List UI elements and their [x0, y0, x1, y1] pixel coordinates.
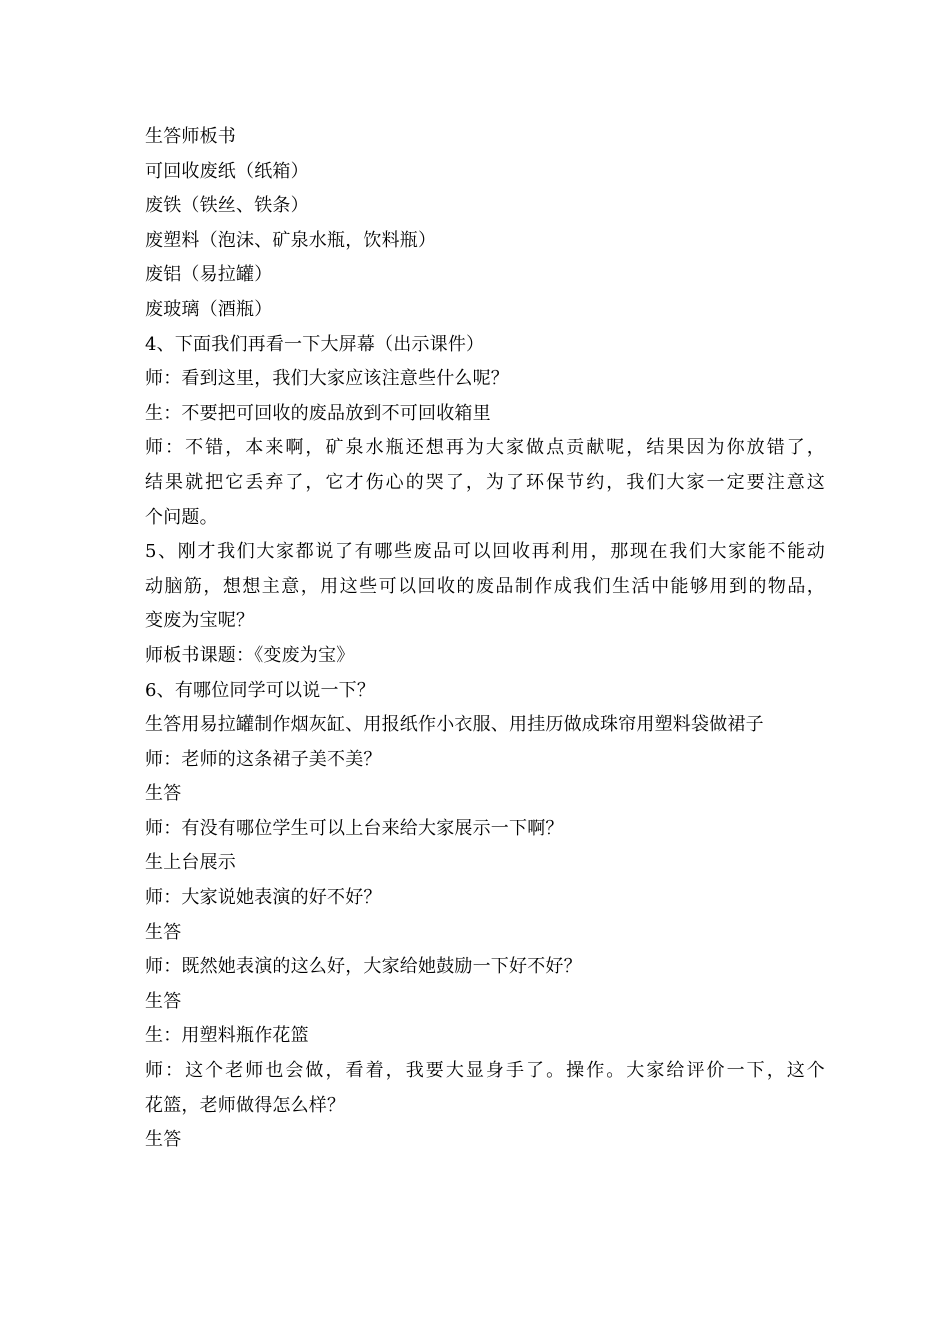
text-line: 师：看到这里，我们大家应该注意些什么呢？	[145, 368, 509, 390]
text-line: 师：不错，本来啊，矿泉水瓶还想再为大家做点贡献呢，结果因为你放错了，	[145, 437, 825, 459]
text-line: 生答	[145, 990, 182, 1012]
text-line: 废铝（易拉罐）	[145, 264, 273, 286]
text-line: 生答师板书	[145, 126, 236, 147]
text-line: 废塑料（泡沫、矿泉水瓶，饮料瓶）	[145, 229, 437, 251]
text-line: 结果就把它丢弃了，它才伤心的哭了，为了环保节约，我们大家一定要注意这	[145, 471, 825, 493]
text-line: 生答	[145, 921, 182, 943]
text-line: 废玻璃（酒瓶）	[145, 298, 273, 320]
text-line: 废铁（铁丝、铁条）	[145, 195, 309, 217]
text-line: 生答	[145, 1129, 182, 1151]
text-line: 变废为宝呢？	[145, 610, 255, 632]
text-line: 生答	[145, 783, 182, 805]
text-line: 生答用易拉罐制作烟灰缸、用报纸作小衣服、用挂历做成珠帘用塑料袋做裙子	[145, 714, 764, 736]
text-line: 师板书课题：《变废为宝》	[145, 644, 355, 666]
text-line: 师：老师的这条裙子美不美？	[145, 748, 382, 770]
text-line: 个问题。	[145, 506, 218, 528]
text-line: 师：有没有哪位学生可以上台来给大家展示一下啊？	[145, 817, 564, 839]
text-line: 5、刚才我们大家都说了有哪些废品可以回收再利用，那现在我们大家能不能动	[145, 541, 825, 563]
document-body	[145, 120, 825, 1158]
text-line: 生：用塑料瓶作花篮	[145, 1025, 309, 1047]
text-line: 师：既然她表演的这么好，大家给她鼓励一下好不好？	[145, 956, 582, 978]
text-line: 生：不要把可回收的废品放到不可回收箱里	[145, 402, 491, 424]
text-line: 师：大家说她表演的好不好？	[145, 887, 382, 909]
text-line: 可回收废纸（纸箱）	[145, 160, 309, 182]
text-line: 花篮，老师做得怎么样？	[145, 1094, 346, 1116]
text-line: 4、下面我们再看一下大屏幕（出示课件）	[145, 333, 485, 355]
text-line: 动脑筋，想想主意，用这些可以回收的废品制作成我们生活中能够用到的物品，	[145, 575, 825, 597]
text-line: 6、有哪位同学可以说一下？	[145, 679, 376, 701]
text-line: 生上台展示	[145, 852, 236, 874]
text-line: 师：这个老师也会做，看着，我要大显身手了。操作。大家给评价一下，这个	[145, 1060, 825, 1082]
